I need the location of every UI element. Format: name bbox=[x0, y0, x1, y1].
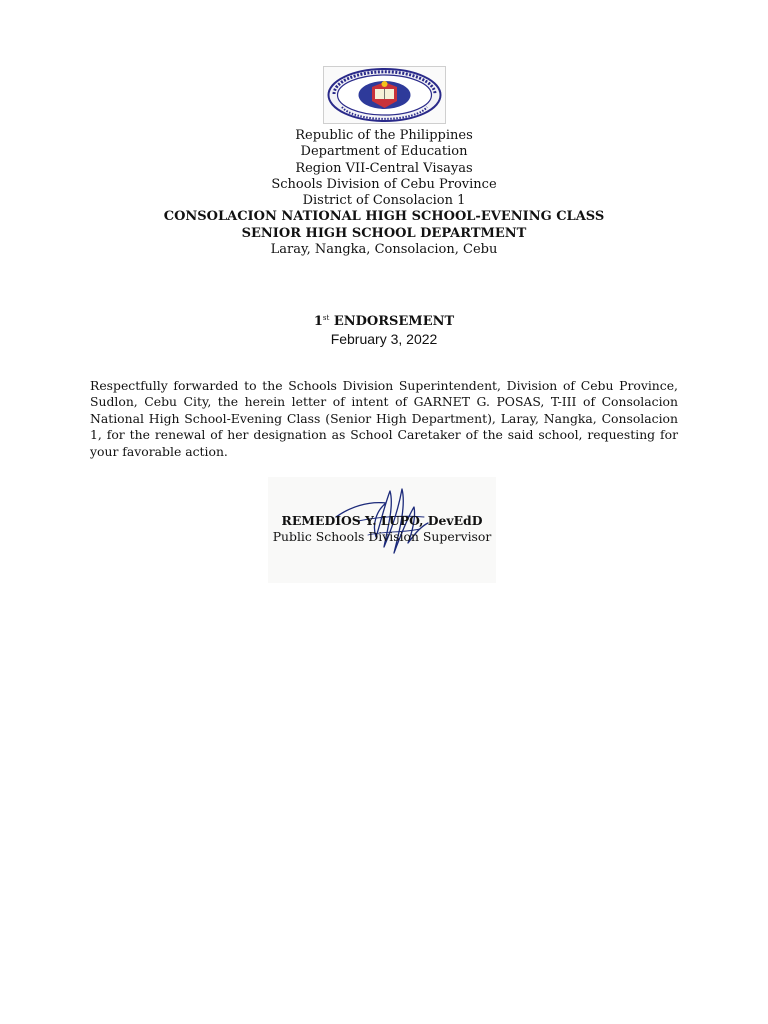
signatory-title: Public Schools Division Supervisor bbox=[272, 529, 492, 544]
header-division: Schools Division of Cebu Province bbox=[271, 176, 497, 192]
endorsement-date: February 3, 2022 bbox=[330, 331, 438, 347]
endorsement-label: ENDORSEMENT bbox=[333, 314, 455, 329]
letterhead bbox=[84, 128, 684, 258]
header-school-department: SENIOR HIGH SCHOOL DEPARTMENT bbox=[241, 225, 527, 241]
endorsement-ordinal-suffix: st bbox=[322, 314, 330, 322]
header-district: District of Consolacion 1 bbox=[302, 193, 466, 209]
endorsement-ordinal: 1 bbox=[313, 314, 323, 329]
header-department: Department of Education bbox=[300, 144, 468, 160]
signatory-name: REMEDIOS Y. LUPO, DevEdD bbox=[281, 513, 483, 528]
endorsement-title bbox=[184, 310, 584, 330]
endorsement-block bbox=[184, 310, 584, 348]
signature-block bbox=[268, 477, 496, 583]
deped-seal-icon bbox=[323, 66, 446, 124]
header-country: Republic of the Philippines bbox=[295, 128, 473, 143]
header-school: CONSOLACION NATIONAL HIGH SCHOOL-EVENING CLASS bbox=[163, 209, 605, 225]
header-region: Region VII-Central Visayas bbox=[295, 160, 473, 176]
header-address: Laray, Nangka, Consolacion, Cebu bbox=[270, 242, 498, 258]
endorsement-body: Respectfully forwarded to the Schools Division Superintendent, Division of Cebu Province, Sudlon, Cebu City, the herein letter of intent of GARNET G. POSAS, T-III of Consolacion National High School-Evening Class (Senior High Department), Laray, Nangka, Consolacion 1, for the renewal of her designation as School Caretaker of the said school, requesting for your favorable action. bbox=[90, 378, 678, 459]
